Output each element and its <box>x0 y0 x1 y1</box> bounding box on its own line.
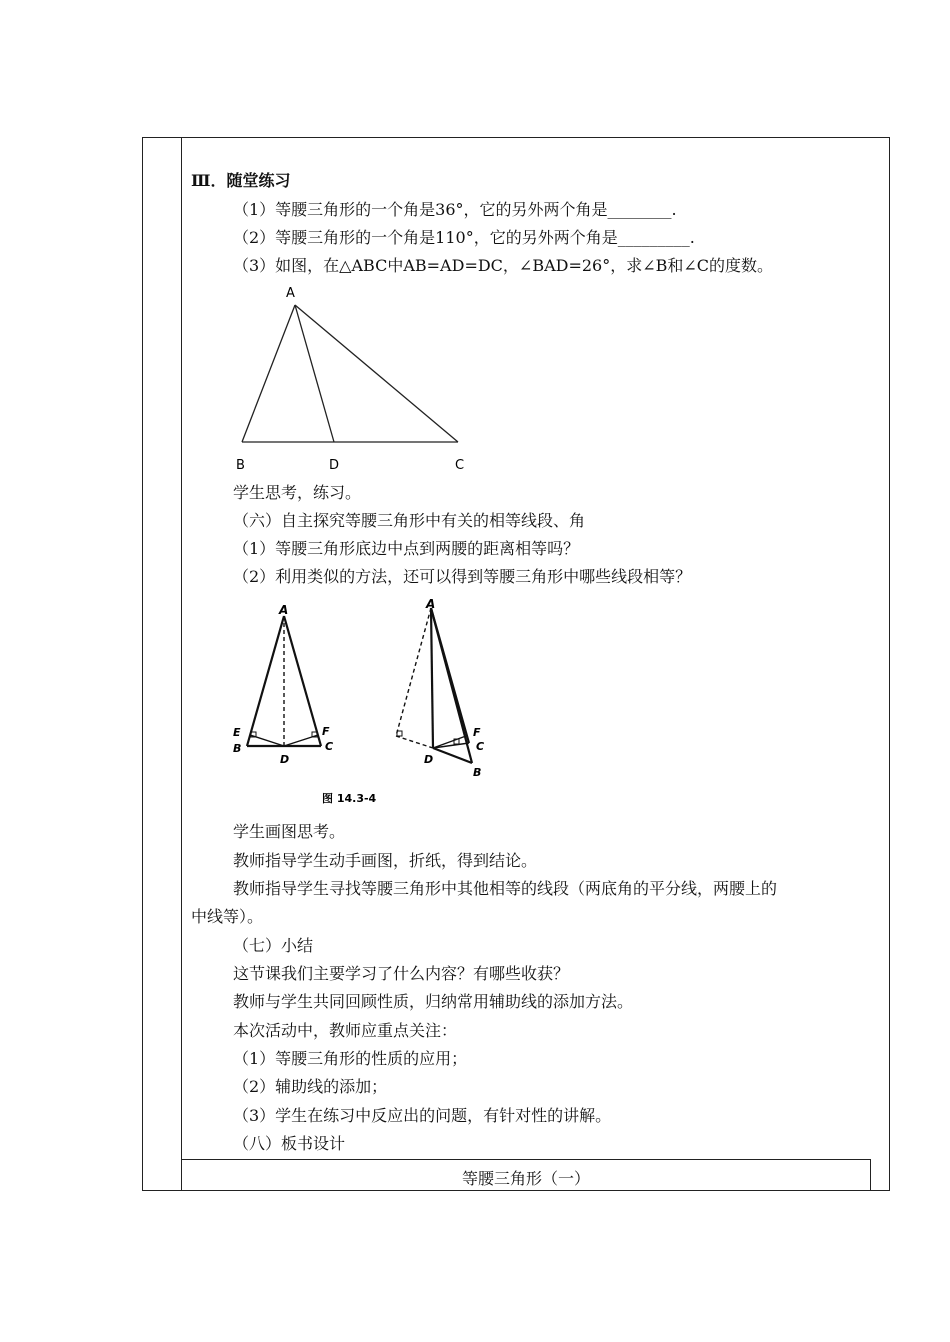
fig2-label-d: D <box>280 753 290 766</box>
section-7-heading: （七）小结 <box>233 936 314 955</box>
focus-item-1: （1）等腰三角形的性质的应用； <box>233 1049 468 1068</box>
triangle-abc-figure <box>228 280 478 480</box>
figure-caption: 图 14.3-4 <box>322 792 377 805</box>
section-6-q2: （2）利用类似的方法，还可以得到等腰三角形中哪些线段相等？ <box>233 567 692 586</box>
student-think: 学生思考，练习。 <box>233 483 362 502</box>
fig2-right-label-a: A <box>426 598 436 611</box>
summary-focus: 本次活动中，教师应重点关注： <box>233 1021 458 1040</box>
fig2-label-b: B <box>233 742 242 755</box>
fig2-label-e: E <box>233 726 241 739</box>
student-draw: 学生画图思考。 <box>233 822 346 841</box>
fig2-right-label-d: D <box>424 753 434 766</box>
board-design-title: 等腰三角形（一） <box>461 1169 590 1188</box>
section-title: Ⅲ．随堂练习 <box>191 171 291 190</box>
fig2-label-a: A <box>279 603 289 617</box>
fig2-label-c: C <box>325 740 334 753</box>
question-3: （3）如图，在△ABC中AB=AD=DC，∠BAD=26°，求∠B和∠C的度数。 <box>233 256 774 275</box>
fig2-right-label-f: F <box>473 726 481 739</box>
focus-item-2: （2）辅助线的添加； <box>233 1077 388 1096</box>
fig2-right-label-c: C <box>476 740 485 753</box>
summary-question: 这节课我们主要学习了什么内容？有哪些收获？ <box>233 964 570 983</box>
label-a: A <box>286 286 295 301</box>
fig2-label-f: F <box>322 725 330 738</box>
teacher-guide-2a: 教师指导学生寻找等腰三角形中其他相等的线段（两底角的平分线，两腰上的 <box>233 879 778 898</box>
label-c: C <box>455 458 465 473</box>
question-2: （2）等腰三角形的一个角是110°，它的另外两个角是_________. <box>233 228 695 247</box>
summary-review: 教师与学生共同回顾性质，归纳常用辅助线的添加方法。 <box>233 992 634 1011</box>
section-6-q1: （1）等腰三角形底边中点到两腰的距离相等吗？ <box>233 539 580 558</box>
fig2-right-label-b: B <box>473 766 482 779</box>
table-left-column-divider <box>181 137 182 1191</box>
focus-item-3: （3）学生在练习中反应出的问题，有针对性的讲解。 <box>233 1106 612 1125</box>
section-6-heading: （六）自主探究等腰三角形中有关的相等线段、角 <box>233 511 586 530</box>
label-b: B <box>236 458 245 473</box>
board-design-box <box>181 1159 871 1191</box>
teacher-guide-2b: 中线等）。 <box>191 907 264 926</box>
label-d: D <box>329 458 340 473</box>
question-1: （1）等腰三角形的一个角是36°，它的另外两个角是________. <box>233 200 677 219</box>
section-8-heading: （八）板书设计 <box>233 1134 346 1153</box>
teacher-guide-1: 教师指导学生动手画图，折纸，得到结论。 <box>233 851 538 870</box>
isosceles-figure-14-3-4 <box>222 598 522 813</box>
